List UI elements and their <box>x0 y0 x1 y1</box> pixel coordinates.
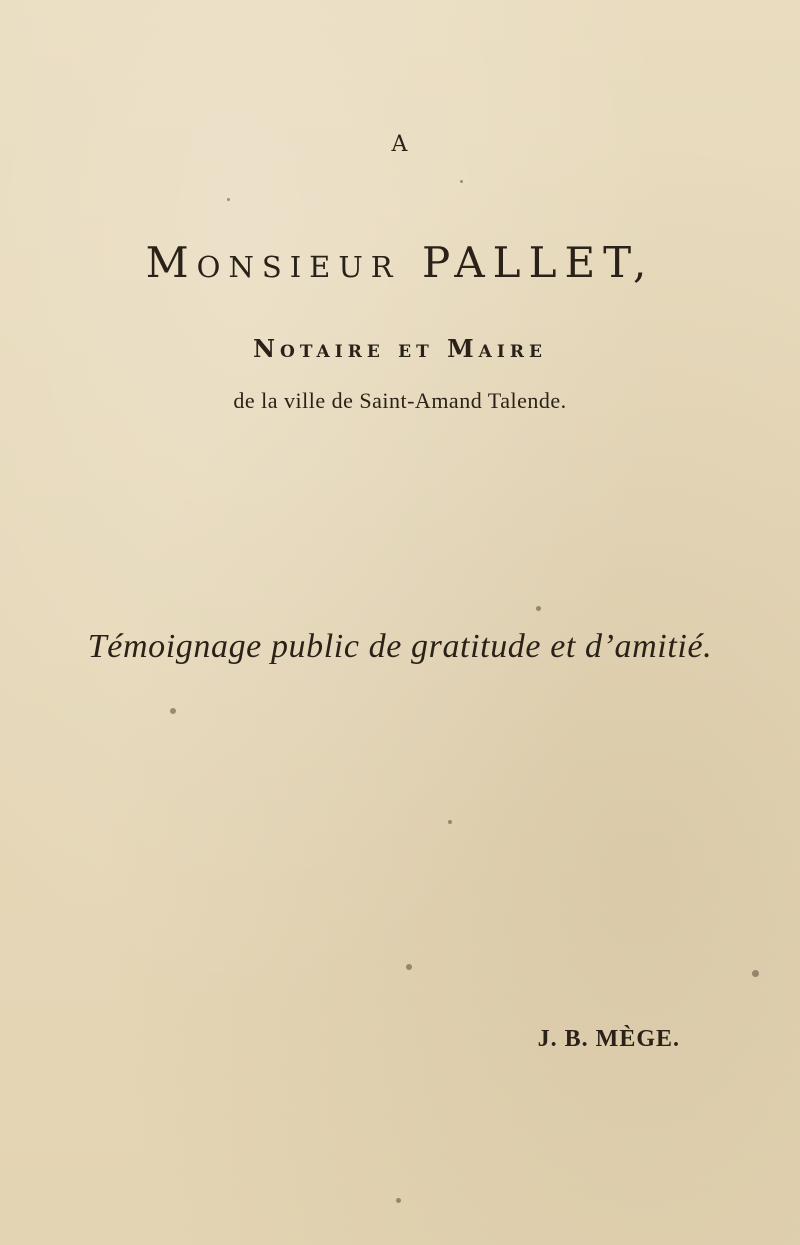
paper-speck <box>536 606 541 611</box>
dedicatee-name: Monsieur PALLET, <box>145 238 655 287</box>
paper-speck <box>170 708 176 714</box>
paper-speck <box>227 198 230 201</box>
dedicatee-place: de la ville de Saint-Amand Talende. <box>233 388 567 413</box>
paper-speck <box>406 964 412 970</box>
dedication-tribute: Témoignage public de gratitude et d’amitié. <box>87 628 713 665</box>
author-signature: J. B. MÈGE. <box>537 1026 680 1052</box>
paper-speck <box>396 1198 401 1203</box>
paper-speck <box>448 820 452 824</box>
paper-speck <box>460 180 463 183</box>
dedication-preposition: A <box>391 132 409 157</box>
dedicatee-titles: Notaire et Maire <box>253 334 547 363</box>
paper-speck <box>752 970 759 977</box>
